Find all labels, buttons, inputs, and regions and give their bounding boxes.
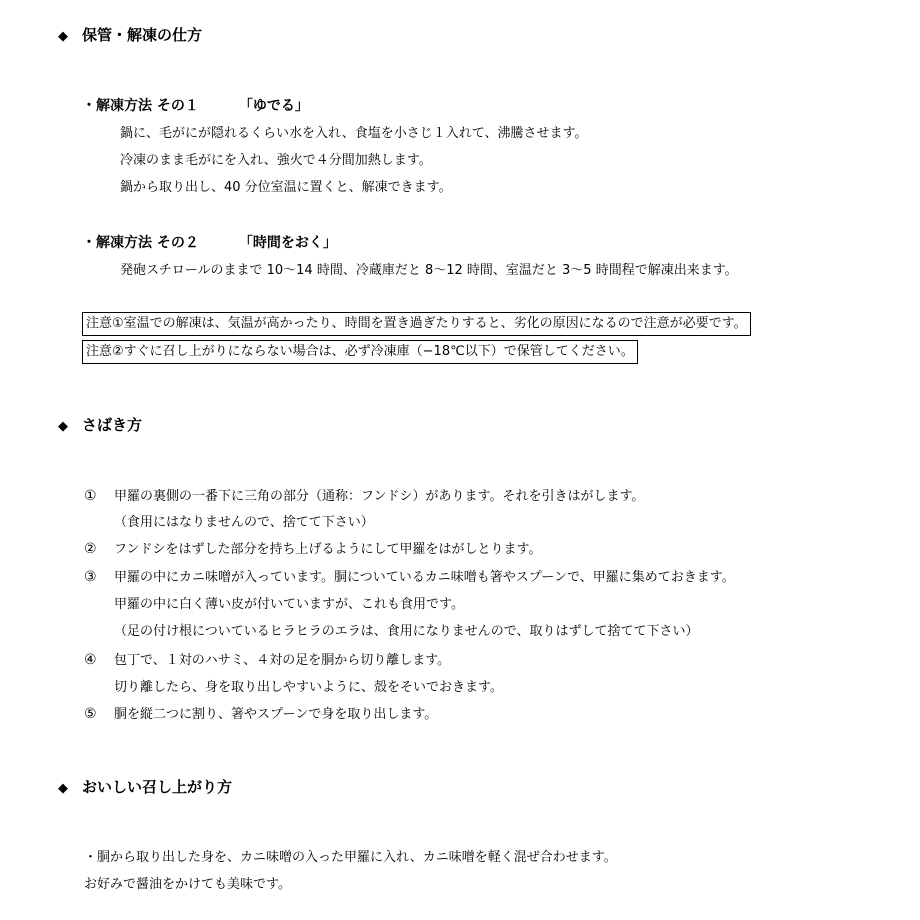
text-line: 発砲スチロールのままで 10～14 時間、冷蔵庫だと 8～12 時間、室温だと 3～5 時間程で解凍出来ます。 (120, 263, 738, 278)
text-line: 鍋から取り出し、40 分位室温に置くと、解凍できます。 (120, 180, 452, 195)
method-label: ・解凍方法 その１ (82, 98, 199, 114)
step-text: フンドシをはずした部分を持ち上げるようにして甲羅をはがしとります。 (114, 542, 542, 557)
text-line: お好みで醤油をかけても美味です。 (84, 877, 291, 892)
step-2 (84, 538, 541, 557)
step-number: ④ (84, 652, 97, 668)
step-number: ② (84, 541, 97, 557)
step-text: 甲羅の裏側の一番下に三角の部分（通称：フンドシ）があります。それを引きはがします。 (114, 489, 645, 504)
step-text-continued: 切り離したら、身を取り出しやすいように、殻をそいでおきます。 (114, 680, 503, 695)
method-quote: 「時間をおく」 (238, 235, 337, 251)
step-3 (84, 566, 735, 585)
caution-note-2: 注意②すぐに召し上がりにならない場合は、必ず冷凍庫（−18℃以下）で保管してください。 (82, 340, 638, 364)
section-title: 保管・解凍の仕方 (82, 26, 203, 44)
method-quote: 「ゆでる」 (238, 98, 309, 114)
step-text: 胴を縦二つに割り、箸やスプーンで身を取り出します。 (114, 707, 438, 722)
step-text: 包丁で、１対のハサミ、４対の足を胴から切り離します。 (114, 653, 451, 668)
step-number: ③ (84, 569, 97, 585)
diamond-bullet-icon: ◆ (58, 781, 68, 796)
diamond-bullet-icon: ◆ (58, 29, 68, 44)
method-1-heading (82, 95, 309, 115)
section-storage-heading (58, 24, 202, 45)
section-title: さばき方 (82, 416, 143, 434)
step-text-continued: （足の付け根についているヒラヒラのエラは、食用になりませんので、取りはずして捨てて下さい） (114, 624, 699, 639)
step-5 (84, 703, 437, 722)
method-label: ・解凍方法 その２ (82, 235, 199, 251)
text-line: 鍋に、毛がにが隠れるくらい水を入れ、食塩を小さじ１入れて、沸騰させます。 (120, 126, 588, 141)
diamond-bullet-icon: ◆ (58, 419, 68, 434)
step-text-continued: 甲羅の中に白く薄い皮が付いていますが、これも食用です。 (114, 597, 464, 612)
step-number: ① (84, 488, 97, 504)
method-2-heading (82, 232, 337, 252)
section-title: おいしい召し上がり方 (82, 778, 233, 796)
step-text-continued: （食用にはなりませんので、捨てて下さい） (114, 515, 374, 530)
section-prep-heading (58, 414, 142, 435)
step-number: ⑤ (84, 706, 97, 722)
step-1 (84, 485, 644, 504)
step-4 (84, 649, 450, 668)
text-line: ・胴から取り出した身を、カニ味噌の入った甲羅に入れ、カニ味噌を軽く混ぜ合わせます。 (84, 850, 617, 865)
text-line: 冷凍のまま毛がにを入れ、強火で４分間加熱します。 (120, 153, 432, 168)
caution-note-1: 注意①室温での解凍は、気温が高かったり、時間を置き過ぎたりすると、劣化の原因になるので注意が必要です。 (82, 312, 751, 336)
section-serve-heading (58, 776, 232, 797)
step-text: 甲羅の中にカニ味噌が入っています。胴についているカニ味噌も箸やスプーンで、甲羅に集めておきます。 (114, 570, 735, 585)
